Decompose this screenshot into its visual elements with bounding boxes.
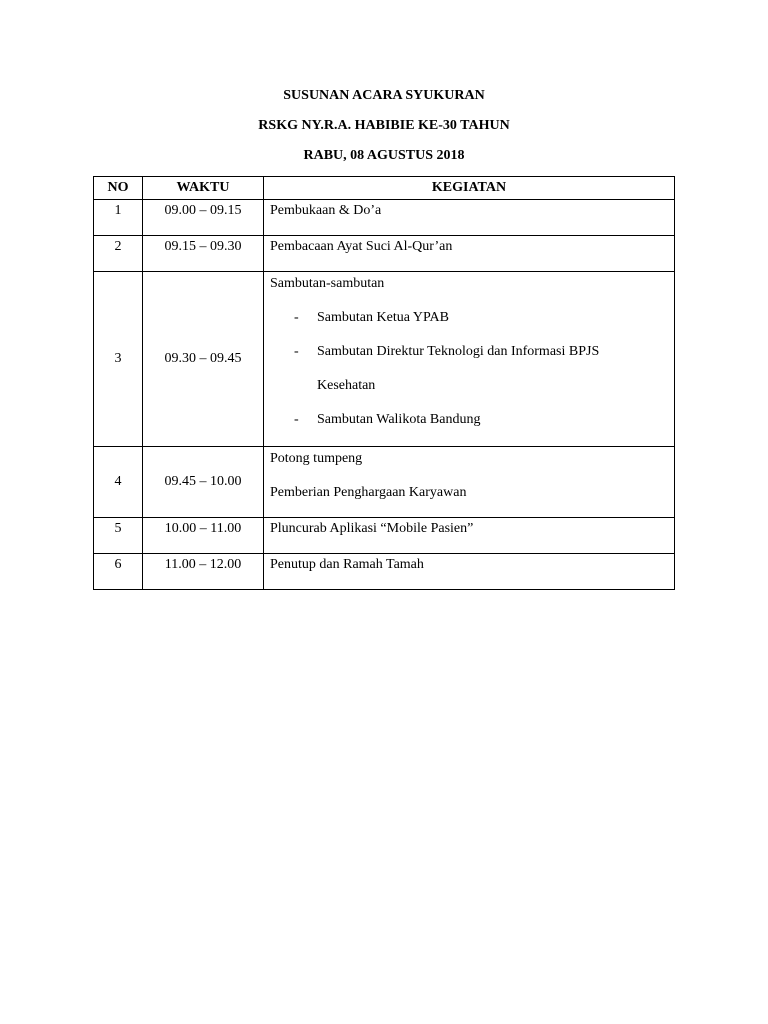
spacer bbox=[270, 470, 673, 484]
list-item-text: Sambutan Ketua YPAB bbox=[317, 310, 449, 325]
activity-heading: Sambutan-sambutan bbox=[270, 276, 385, 291]
dash-bullet: - bbox=[294, 344, 299, 359]
dash-bullet: - bbox=[294, 310, 299, 325]
row-activity bbox=[264, 272, 675, 447]
table-row bbox=[94, 200, 675, 236]
table-header-row bbox=[94, 177, 675, 200]
table-row bbox=[94, 447, 675, 518]
activity-line: Pemberian Penghargaan Karyawan bbox=[270, 485, 467, 500]
row-activity: Pluncurab Aplikasi “Mobile Pasien” bbox=[264, 518, 675, 554]
row-activity bbox=[264, 447, 675, 518]
table-row bbox=[94, 518, 675, 554]
row-no: 1 bbox=[94, 200, 143, 236]
list-item-continuation bbox=[270, 377, 673, 411]
row-time: 09.15 – 09.30 bbox=[143, 236, 264, 272]
activity-line: Potong tumpeng bbox=[270, 451, 363, 466]
document-subtitle: RSKG NY.R.A. HABIBIE KE-30 TAHUN bbox=[258, 118, 510, 133]
row-time: 09.45 – 10.00 bbox=[143, 447, 264, 518]
list-item bbox=[270, 309, 673, 343]
row-time: 09.30 – 09.45 bbox=[143, 272, 264, 447]
header-time: WAKTU bbox=[143, 177, 264, 200]
dash-bullet: - bbox=[294, 412, 299, 427]
row-no: 4 bbox=[94, 447, 143, 518]
row-time: 11.00 – 12.00 bbox=[143, 554, 264, 590]
row-activity: Penutup dan Ramah Tamah bbox=[264, 554, 675, 590]
spacer bbox=[270, 295, 673, 309]
table-row bbox=[94, 236, 675, 272]
row-no: 5 bbox=[94, 518, 143, 554]
row-time: 10.00 – 11.00 bbox=[143, 518, 264, 554]
document-title-block bbox=[0, 86, 768, 176]
table-row bbox=[94, 272, 675, 447]
agenda-table bbox=[93, 176, 675, 590]
row-no: 3 bbox=[94, 272, 143, 447]
row-no: 2 bbox=[94, 236, 143, 272]
list-item bbox=[270, 411, 673, 445]
row-no: 6 bbox=[94, 554, 143, 590]
list-item-text: Kesehatan bbox=[317, 378, 376, 393]
row-activity: Pembacaan Ayat Suci Al-Qur’an bbox=[264, 236, 675, 272]
list-item-text: Sambutan Walikota Bandung bbox=[317, 412, 481, 427]
document-title: SUSUNAN ACARA SYUKURAN bbox=[283, 88, 485, 103]
document-date: RABU, 08 AGUSTUS 2018 bbox=[303, 148, 465, 163]
list-item-text: Sambutan Direktur Teknologi dan Informasi BPJS bbox=[317, 344, 600, 359]
header-activity: KEGIATAN bbox=[264, 177, 675, 200]
row-time: 09.00 – 09.15 bbox=[143, 200, 264, 236]
row-activity: Pembukaan & Do’a bbox=[264, 200, 675, 236]
list-item bbox=[270, 343, 673, 377]
header-no: NO bbox=[94, 177, 143, 200]
table-row bbox=[94, 554, 675, 590]
